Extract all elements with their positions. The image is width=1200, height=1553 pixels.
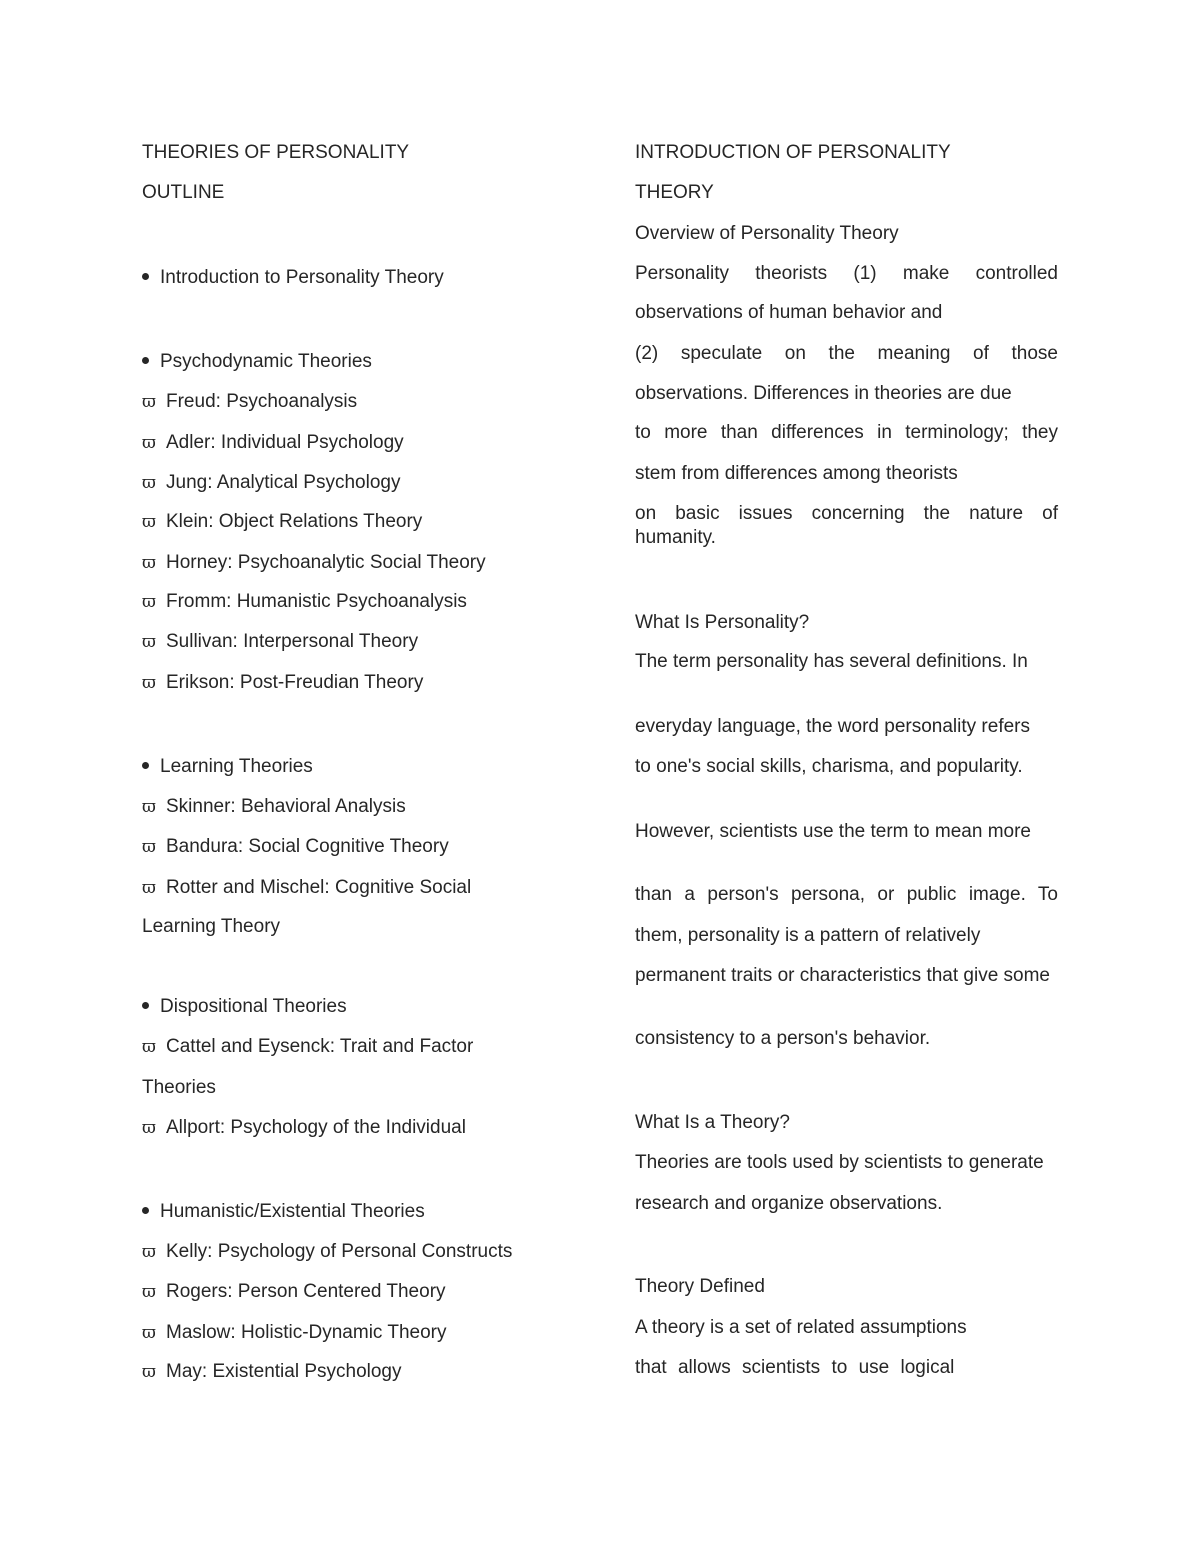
bullet-dot-icon [142, 357, 149, 364]
outline-item-continuation: Theories [142, 1077, 216, 1098]
outline-item: ϖ Fromm: Humanistic Psychoanalysis [142, 591, 467, 612]
sub-bullet-icon: ϖ [142, 1118, 156, 1138]
outline-subtitle: OUTLINE [142, 182, 225, 203]
outline-item: ϖ Kelly: Psychology of Personal Constructs [142, 1241, 513, 1262]
sub-bullet-icon: ϖ [142, 392, 156, 412]
paragraph-line: A theory is a set of related assumptions [635, 1317, 967, 1338]
outline-section-heading: Learning Theories [142, 755, 313, 779]
outline-item: ϖ Freud: Psychoanalysis [142, 391, 358, 412]
sub-bullet-icon: ϖ [142, 473, 156, 493]
section-heading: Theory Defined [635, 1276, 765, 1297]
bullet-dot-icon [142, 1002, 149, 1009]
sub-bullet-icon: ϖ [142, 553, 156, 573]
sub-bullet-icon: ϖ [142, 837, 156, 857]
sub-bullet-icon: ϖ [142, 1362, 156, 1382]
paragraph-line: The term personality has several definitions. In [635, 651, 1028, 672]
paragraph-line: them, personality is a pattern of relatively [635, 925, 981, 946]
outline-item: ϖ Rogers: Person Centered Theory [142, 1281, 446, 1302]
outline-item: ϖ Cattel and Eysenck: Trait and Factor [142, 1036, 474, 1057]
paragraph-line: on basic issues concerning the nature of humanity. [635, 503, 1058, 548]
outline-item-continuation: Learning Theory [142, 916, 281, 937]
paragraph-line: stem from differences among theorists [635, 463, 958, 484]
outline-item: ϖ Allport: Psychology of the Individual [142, 1117, 466, 1138]
sub-bullet-icon: ϖ [142, 433, 156, 453]
sub-bullet-icon: ϖ [142, 1242, 156, 1262]
bullet-dot-icon [142, 1207, 149, 1214]
outline-item: ϖ Rotter and Mischel: Cognitive Social [142, 877, 472, 898]
paragraph-line: observations. Differences in theories are due [635, 383, 1012, 404]
outline-item: ϖ Skinner: Behavioral Analysis [142, 796, 406, 817]
paragraph-line: to one's social skills, charisma, and popularity. [635, 756, 1023, 777]
paragraph-line: consistency to a person's behavior. [635, 1028, 931, 1049]
paragraph-line: observations of human behavior and [635, 302, 943, 323]
outline-section-heading: Dispositional Theories [142, 995, 347, 1019]
paragraph-line: (2) speculate on the meaning of those [635, 343, 1058, 364]
intro-title: INTRODUCTION OF PERSONALITY [635, 142, 951, 163]
paragraph-line: Theories are tools used by scientists to generate [635, 1152, 1044, 1173]
outline-item: ϖ Maslow: Holistic-Dynamic Theory [142, 1322, 447, 1343]
paragraph-line: that allows scientists to use logical [635, 1357, 955, 1378]
outline-item: ϖ Bandura: Social Cognitive Theory [142, 836, 449, 857]
outline-item: ϖ Horney: Psychoanalytic Social Theory [142, 552, 486, 573]
sub-bullet-icon: ϖ [142, 878, 156, 898]
sub-bullet-icon: ϖ [142, 1323, 156, 1343]
sub-bullet-icon: ϖ [142, 797, 156, 817]
sub-bullet-icon: ϖ [142, 1282, 156, 1302]
sub-bullet-icon: ϖ [142, 512, 156, 532]
section-heading: What Is Personality? [635, 612, 810, 633]
section-heading: Overview of Personality Theory [635, 223, 899, 244]
paragraph-line: However, scientists use the term to mean more [635, 821, 1031, 842]
outline-section-heading: Psychodynamic Theories [142, 350, 372, 374]
bullet-dot-icon [142, 762, 149, 769]
sub-bullet-icon: ϖ [142, 673, 156, 693]
bullet-dot-icon [142, 273, 149, 280]
outline-item: ϖ Klein: Object Relations Theory [142, 511, 423, 532]
intro-subtitle: THEORY [635, 182, 714, 203]
outline-item: ϖ Erikson: Post-Freudian Theory [142, 672, 424, 693]
section-heading: What Is a Theory? [635, 1112, 790, 1133]
outline-item: ϖ Sullivan: Interpersonal Theory [142, 631, 419, 652]
paragraph-line: everyday language, the word personality refers [635, 716, 1031, 737]
paragraph-line: than a person's persona, or public image. To [635, 884, 1058, 905]
outline-item: ϖ May: Existential Psychology [142, 1361, 402, 1382]
outline-item: ϖ Adler: Individual Psychology [142, 432, 404, 453]
outline-item: ϖ Jung: Analytical Psychology [142, 472, 401, 493]
sub-bullet-icon: ϖ [142, 592, 156, 612]
paragraph-line: Personality theorists (1) make controlled [635, 263, 1058, 284]
sub-bullet-icon: ϖ [142, 632, 156, 652]
paragraph-line: permanent traits or characteristics that give some [635, 965, 1051, 986]
outline-section-heading: Introduction to Personality Theory [142, 266, 444, 290]
paragraph-line: to more than differences in terminology; they [635, 422, 1058, 443]
sub-bullet-icon: ϖ [142, 1037, 156, 1057]
outline-section-heading: Humanistic/Existential Theories [142, 1200, 425, 1224]
paragraph-line: research and organize observations. [635, 1193, 943, 1214]
outline-title: THEORIES OF PERSONALITY [142, 142, 410, 163]
